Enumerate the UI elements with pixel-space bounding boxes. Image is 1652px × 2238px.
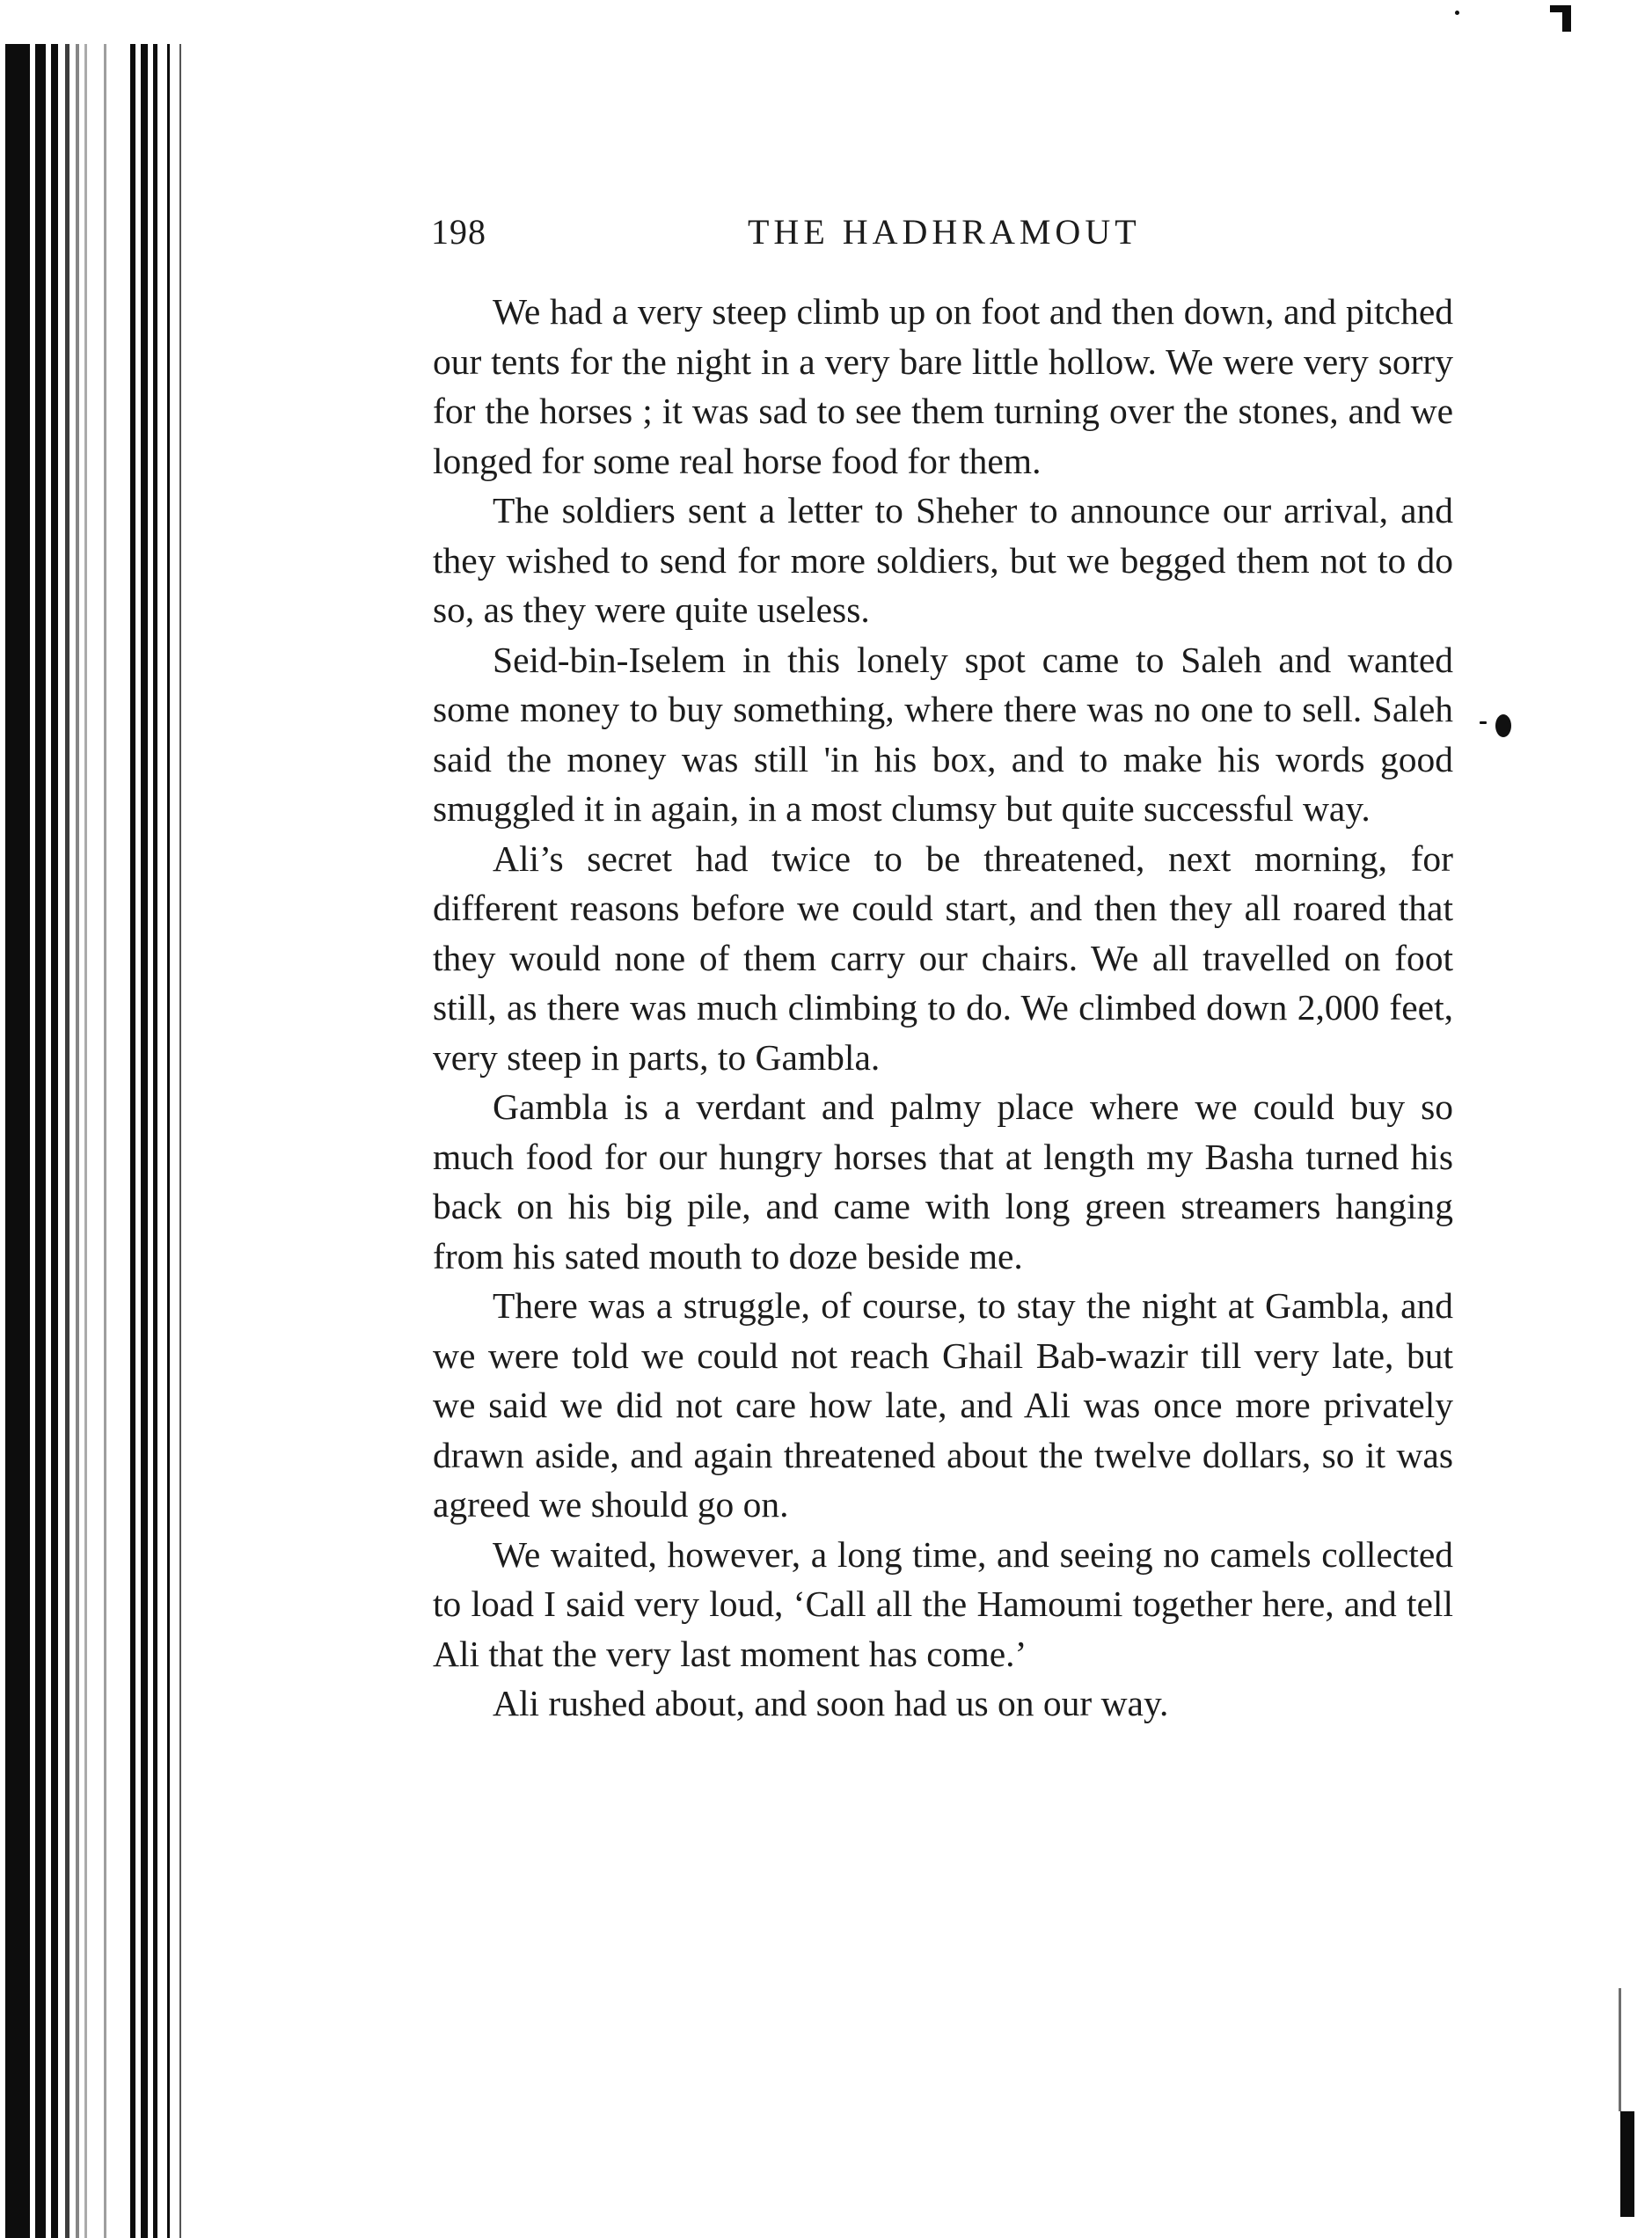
binding-stripe	[179, 44, 181, 2238]
ink-blot	[1495, 714, 1511, 737]
paragraph: We waited, however, a long time, and seeing no camels collected to load I said very loud, ‘Call all the Hamoumi together here, and tell Ali that the very last moment has come.’	[433, 1533, 1453, 1674]
binding-stripe	[51, 44, 58, 2238]
binding-stripe	[65, 44, 69, 2238]
book-binding-edge	[0, 44, 194, 2238]
paragraph: Seid-bin-Iselem in this lonely spot came to Saleh and wanted some money to buy something, where there was no one to sell. Saleh said the money was still 'in his box, and to make his words good smuggled it in again, in a most clumsy but quite successful way.	[433, 639, 1453, 829]
body-text	[433, 287, 1453, 1729]
scan-edge-shadow	[1619, 1988, 1621, 2111]
binding-stripe	[35, 44, 46, 2238]
page-header	[431, 211, 1443, 264]
binding-stripe	[167, 44, 170, 2238]
paragraph: There was a struggle, of course, to stay the night at Gambla, and we were told we could not reach Ghail Bab-wazir till very late, but we said we did not care how late, and Ali was once more privately drawn aside, and again threatened about the twelve dollars, so it was agreed we should go on.	[433, 1285, 1453, 1525]
paragraph: Ali rushed about, and soon had us on our way.	[493, 1683, 1169, 1723]
binding-stripe	[130, 44, 135, 2238]
paragraph: The soldiers sent a letter to Sheher to announce our arrival, and they wished to send for more soldiers, but we begged them not to do so, as they were quite useless.	[433, 490, 1453, 630]
binding-stripe	[153, 44, 157, 2238]
binding-stripe	[76, 44, 79, 2238]
scan-mark	[1550, 5, 1569, 12]
paragraph: We had a very steep climb up on foot and then down, and pitched our tents for the night in a very bare little hollow. We were very sorry for the horses ; it was sad to see them turning over the stones, and we longed for some real horse food for them.	[433, 291, 1453, 481]
binding-stripe	[104, 44, 106, 2238]
ink-speck	[1455, 11, 1459, 15]
scan-edge-shadow	[1620, 2111, 1634, 2217]
binding-stripe	[84, 44, 87, 2238]
binding-stripe	[5, 44, 30, 2238]
paragraph: Ali’s secret had twice to be threatened, next morning, for different reasons before we could start, and then they all roared that they would none of them carry our chairs. We all travelled on foot still, as there was much climbing to do. We climbed down 2,000 feet, very steep in parts, to Gambla.	[433, 837, 1453, 1078]
page-number: 198	[431, 212, 486, 252]
binding-stripe	[141, 44, 148, 2238]
running-head: THE HADHRAMOUT	[748, 212, 1141, 252]
paragraph: Gambla is a verdant and palmy place where we could buy so much food for our hungry horses that at length my Basha turned his back on his big pile, and came with long green streamers hanging from his sated mouth to doze beside me.	[433, 1086, 1453, 1276]
ink-speck	[1480, 721, 1487, 724]
